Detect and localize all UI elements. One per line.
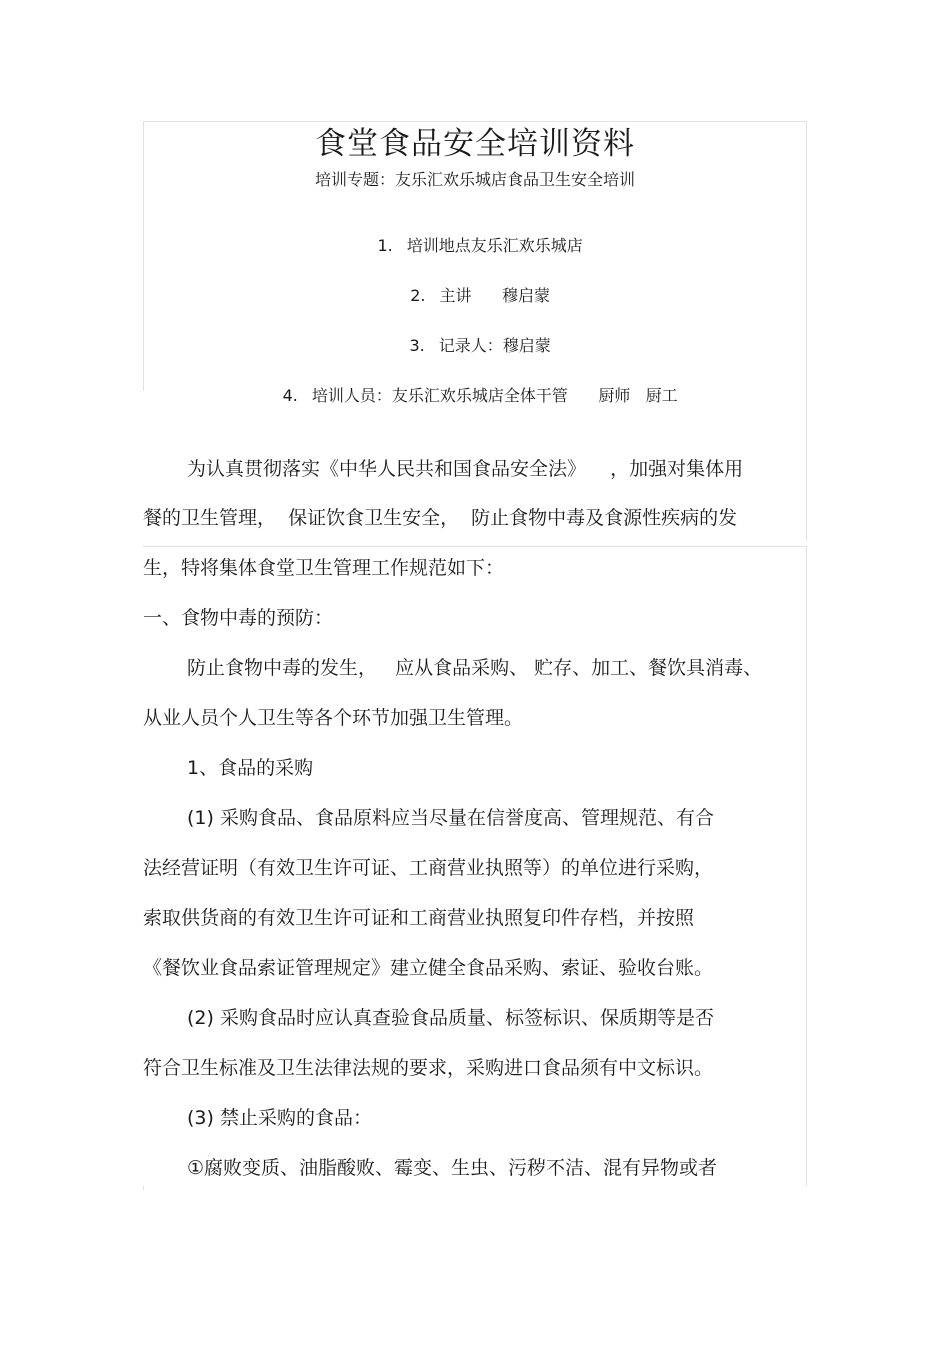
subsection-heading: 1、食品的采购 [187, 757, 314, 779]
section-heading: 一、食物中毒的预防： [143, 607, 334, 629]
body-line: 索取供货商的有效卫生许可证和工商营业执照复印件存档，并按照 [143, 907, 695, 929]
info-number: 3. [409, 336, 425, 355]
info-text: 培训地点友乐汇欢乐城店 [406, 236, 583, 255]
page-title: 食堂食品安全培训资料 [315, 126, 635, 162]
body-line: 符合卫生标准及卫生法律法规的要求，采购进口食品须有中文标识。 [143, 1057, 714, 1079]
body-line: 防止食物中毒的发生， 应从食品采购、 贮存、加工、餐饮具消毒、 [187, 657, 763, 679]
info-item-location [0, 207, 950, 259]
body-line: (3) 禁止采购的食品： [187, 1107, 372, 1129]
info-item-attendees [0, 357, 950, 409]
body-line: (2) 采购食品时应认真查验食品质量、标签标识、保质期等是否 [187, 1007, 714, 1029]
frame-mid-line [143, 546, 807, 547]
body-line: 从业人员个人卫生等各个环节加强卫生管理。 [143, 707, 524, 729]
info-item-lecturer [0, 257, 950, 309]
body-line: 法经营证明（有效卫生许可证、工商营业执照等）的单位进行采购， [143, 857, 714, 879]
body-line: ①腐败变质、油脂酸败、霉变、生虫、污秽不洁、混有异物或者 [187, 1157, 718, 1179]
info-text: 培训人员：友乐汇欢乐城店全体干管 厨师 厨工 [311, 386, 678, 405]
info-number: 4. [282, 386, 298, 405]
info-item-recorder [0, 307, 950, 359]
info-text: 记录人：穆启蒙 [438, 336, 551, 355]
body-line: 为认真贯彻落实《中华人民共和国食品安全法》 ，加强对集体用 [187, 458, 744, 480]
info-text: 主讲 穆启蒙 [439, 286, 550, 305]
info-number: 1. [377, 236, 393, 255]
frame-left-line-lower [143, 1186, 144, 1190]
body-line: (1) 采购食品、食品原料应当尽量在信誉度高、管理规范、有合 [187, 807, 714, 829]
body-line: 《餐饮业食品索证管理规定》建立健全食品采购、索证、验收台账。 [143, 957, 714, 979]
frame-right-line-lower [806, 546, 807, 1186]
frame-top-line [143, 121, 807, 122]
body-line: 餐的卫生管理， 保证饮食卫生安全， 防止食物中毒及食源性疾病的发 [143, 507, 738, 529]
body-line: 生，特将集体食堂卫生管理工作规范如下： [143, 557, 505, 579]
info-number: 2. [410, 286, 426, 305]
page-subtitle: 培训专题：友乐汇欢乐城店食品卫生安全培训 [314, 170, 635, 189]
